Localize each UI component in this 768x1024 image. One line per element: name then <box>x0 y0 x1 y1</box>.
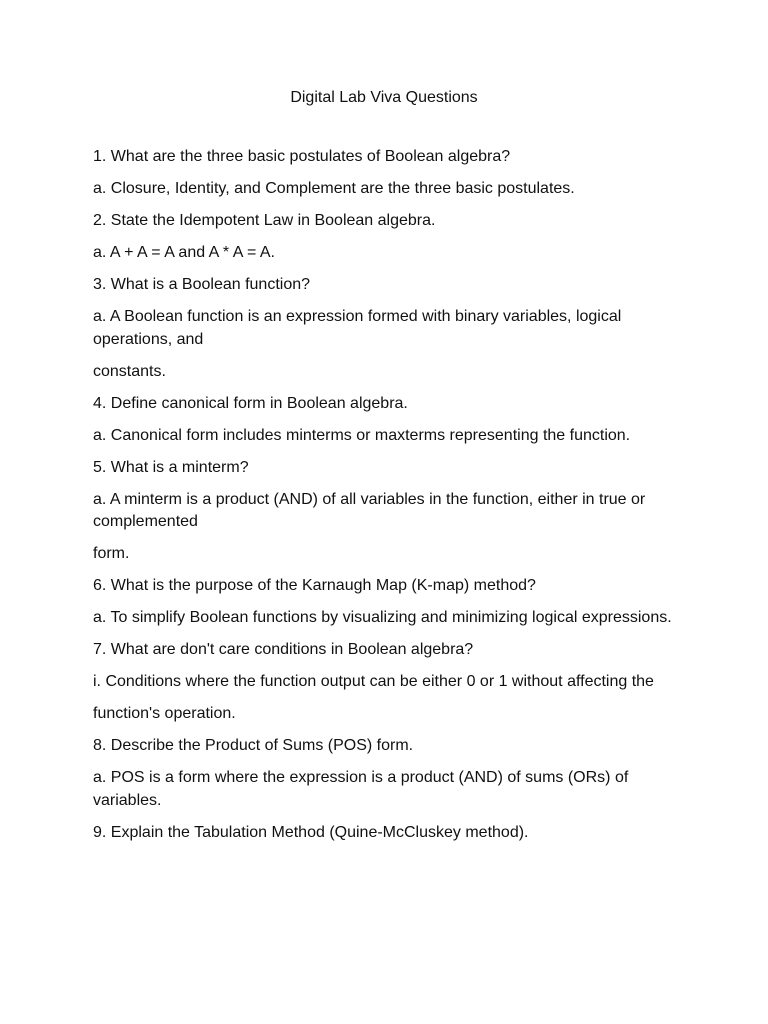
paragraph-q4: 4. Define canonical form in Boolean algebra. <box>93 394 408 412</box>
paragraph-a4: a. Canonical form includes minterms or maxterms representing the function. <box>93 426 631 444</box>
document-title: Digital Lab Viva Questions <box>290 89 478 106</box>
paragraph-q6: 6. What is the purpose of the Karnaugh Map (K-map) method? <box>93 577 536 594</box>
paragraph-q9: 9. Explain the Tabulation Method (Quine-McCluskey method). <box>93 823 529 841</box>
paragraph-q7: 7. What are don't care conditions in Boolean algebra? <box>93 641 474 658</box>
paragraph-a7-continued: function's operation. <box>93 705 236 722</box>
paragraph-a7: i. Conditions where the function output can be either 0 or 1 without affecting the <box>93 673 654 690</box>
paragraph-a3: a. A Boolean function is an expression formed with binary variables, logical operations, and <box>93 308 622 348</box>
paragraph-a8: a. POS is a form where the expression is a product (AND) of sums (ORs) of variables. <box>93 769 629 809</box>
paragraph-a1: a. Closure, Identity, and Complement are the three basic postulates. <box>93 180 575 197</box>
paragraph-a2: a. A + A = A and A * A = A. <box>93 244 275 261</box>
paragraph-q5: 5. What is a minterm? <box>93 458 249 476</box>
paragraph-a6: a. To simplify Boolean functions by visualizing and minimizing logical expressions. <box>93 609 672 626</box>
paragraph-q8: 8. Describe the Product of Sums (POS) form. <box>93 737 414 754</box>
paragraph-a3-continued: constants. <box>93 362 166 380</box>
paragraph-q1: 1. What are the three basic postulates of Boolean algebra? <box>93 148 511 165</box>
document-body <box>93 146 678 854</box>
paragraph-a5-continued: form. <box>93 545 130 562</box>
paragraph-q2: 2. State the Idempotent Law in Boolean algebra. <box>93 212 436 229</box>
paragraph-q3: 3. What is a Boolean function? <box>93 276 311 293</box>
paragraph-a5: a. A minterm is a product (AND) of all variables in the function, either in true or complemented <box>93 490 646 530</box>
